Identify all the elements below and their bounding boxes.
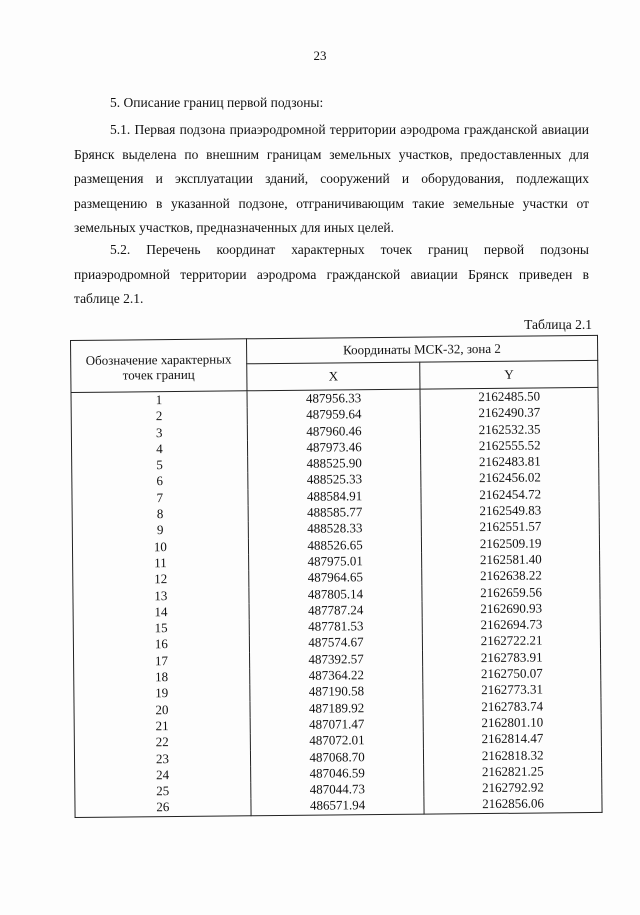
y-coordinate-cell: 2162690.93 <box>422 600 600 618</box>
x-coordinate-cell: 487964.65 <box>248 569 422 587</box>
y-coordinate-cell: 2162532.35 <box>421 421 599 439</box>
paragraph-5-1: 5.1. Первая подзона приаэродромной территории аэродрома гражданской авиации Брянск выделена по внешним границам земельных участков, предоставленных для размещения и эксплуатации зданий, сооружений и оборудования, подлежащих размещению в указанной подзоне, отграничивающим такие земельные участки от земельных участков, предназначенных для иных целей. <box>74 122 589 235</box>
y-coordinate-cell: 2162801.10 <box>423 714 601 732</box>
x-coordinate-cell: 487044.73 <box>251 781 425 799</box>
point-number-cell: 14 <box>73 603 249 621</box>
point-number-cell: 15 <box>73 619 249 637</box>
point-number-cell: 19 <box>74 685 250 703</box>
y-coordinate-cell: 2162456.02 <box>421 469 599 487</box>
point-number-cell: 16 <box>73 636 249 654</box>
header-x: X <box>247 362 421 391</box>
x-coordinate-cell: 487189.92 <box>250 699 424 717</box>
x-coordinate-cell: 486571.94 <box>251 797 425 815</box>
x-coordinate-cell: 487960.46 <box>247 422 421 440</box>
point-number-cell: 26 <box>75 799 251 817</box>
y-coordinate-cell: 2162783.74 <box>423 698 601 716</box>
point-number-cell: 25 <box>75 782 251 800</box>
x-coordinate-cell: 488525.33 <box>248 471 422 489</box>
y-coordinate-cell: 2162638.22 <box>422 567 600 585</box>
point-number-cell: 18 <box>74 668 250 686</box>
header-coordinates: Координаты МСК-32, зона 2 <box>246 335 597 363</box>
x-coordinate-cell: 488585.77 <box>248 504 422 522</box>
y-coordinate-cell: 2162581.40 <box>422 551 600 569</box>
y-coordinate-cell: 2162818.32 <box>424 746 602 764</box>
y-coordinate-cell: 2162773.31 <box>423 681 601 699</box>
x-coordinate-cell: 487392.57 <box>249 650 423 668</box>
point-number-cell: 7 <box>72 489 248 507</box>
point-number-cell: 8 <box>72 505 248 523</box>
x-coordinate-cell: 487072.01 <box>250 732 424 750</box>
x-coordinate-cell: 487781.53 <box>249 618 423 636</box>
point-number-cell: 6 <box>72 473 248 491</box>
point-number-cell: 2 <box>71 408 247 426</box>
x-coordinate-cell: 488528.33 <box>248 520 422 538</box>
point-number-cell: 17 <box>74 652 250 670</box>
point-number-cell: 12 <box>73 571 249 589</box>
x-coordinate-cell: 487046.59 <box>250 764 424 782</box>
point-number-cell: 9 <box>72 522 248 540</box>
x-coordinate-cell: 487068.70 <box>250 748 424 766</box>
y-coordinate-cell: 2162783.91 <box>423 649 601 667</box>
point-number-cell: 5 <box>72 456 248 474</box>
y-coordinate-cell: 2162821.25 <box>424 763 602 781</box>
x-coordinate-cell: 487956.33 <box>247 389 421 407</box>
y-coordinate-cell: 2162555.52 <box>421 437 599 455</box>
point-number-cell: 22 <box>74 734 250 752</box>
x-coordinate-cell: 487973.46 <box>247 439 421 457</box>
x-coordinate-cell: 487787.24 <box>249 601 423 619</box>
point-number-cell: 11 <box>73 554 249 572</box>
x-coordinate-cell: 487364.22 <box>249 667 423 685</box>
point-number-cell: 20 <box>74 701 250 719</box>
x-coordinate-cell: 488525.90 <box>247 455 421 473</box>
coordinates-table <box>70 335 603 818</box>
x-coordinate-cell: 487805.14 <box>249 585 423 603</box>
y-coordinate-cell: 2162856.06 <box>424 795 602 814</box>
point-number-cell: 13 <box>73 587 249 605</box>
x-coordinate-cell: 488526.65 <box>248 536 422 554</box>
point-number-cell: 1 <box>71 391 247 409</box>
point-number-cell: 3 <box>71 424 247 442</box>
y-coordinate-cell: 2162750.07 <box>423 665 601 683</box>
y-coordinate-cell: 2162659.56 <box>422 583 600 601</box>
x-coordinate-cell: 487190.58 <box>250 683 424 701</box>
y-coordinate-cell: 2162454.72 <box>421 486 599 504</box>
x-coordinate-cell: 488584.91 <box>248 487 422 505</box>
point-number-cell: 10 <box>72 538 248 556</box>
y-coordinate-cell: 2162509.19 <box>422 535 600 553</box>
point-number-cell: 24 <box>75 766 251 784</box>
paragraph-5-2: 5.2. Перечень координат характерных точек границ первой подзоны приаэродромной территории аэродрома гражданской авиации Брянск приведен в таблице 2.1. <box>74 242 589 306</box>
y-coordinate-cell: 2162814.47 <box>424 730 602 748</box>
table-body <box>71 387 602 817</box>
x-coordinate-cell: 487959.64 <box>247 406 421 424</box>
y-coordinate-cell: 2162490.37 <box>421 404 599 422</box>
y-coordinate-cell: 2162694.73 <box>423 616 601 634</box>
y-coordinate-cell: 2162792.92 <box>424 779 602 797</box>
table-caption: Таблица 2.1 <box>524 317 592 332</box>
point-number-cell: 4 <box>71 440 247 458</box>
x-coordinate-cell: 487574.67 <box>249 634 423 652</box>
point-number-cell: 21 <box>74 717 250 735</box>
y-coordinate-cell: 2162549.83 <box>421 502 599 520</box>
section-heading: 5. Описание границ первой подзоны: <box>110 95 324 110</box>
x-coordinate-cell: 487975.01 <box>248 553 422 571</box>
header-y: Y <box>420 360 598 389</box>
y-coordinate-cell: 2162483.81 <box>421 453 599 471</box>
x-coordinate-cell: 487071.47 <box>250 716 424 734</box>
point-number-cell: 23 <box>74 750 250 768</box>
y-coordinate-cell: 2162722.21 <box>423 632 601 650</box>
header-point-designation: Обозначение характерных точек границ <box>71 339 247 393</box>
y-coordinate-cell: 2162485.50 <box>420 387 598 406</box>
y-coordinate-cell: 2162551.57 <box>422 518 600 536</box>
page-number: 23 <box>313 48 327 63</box>
